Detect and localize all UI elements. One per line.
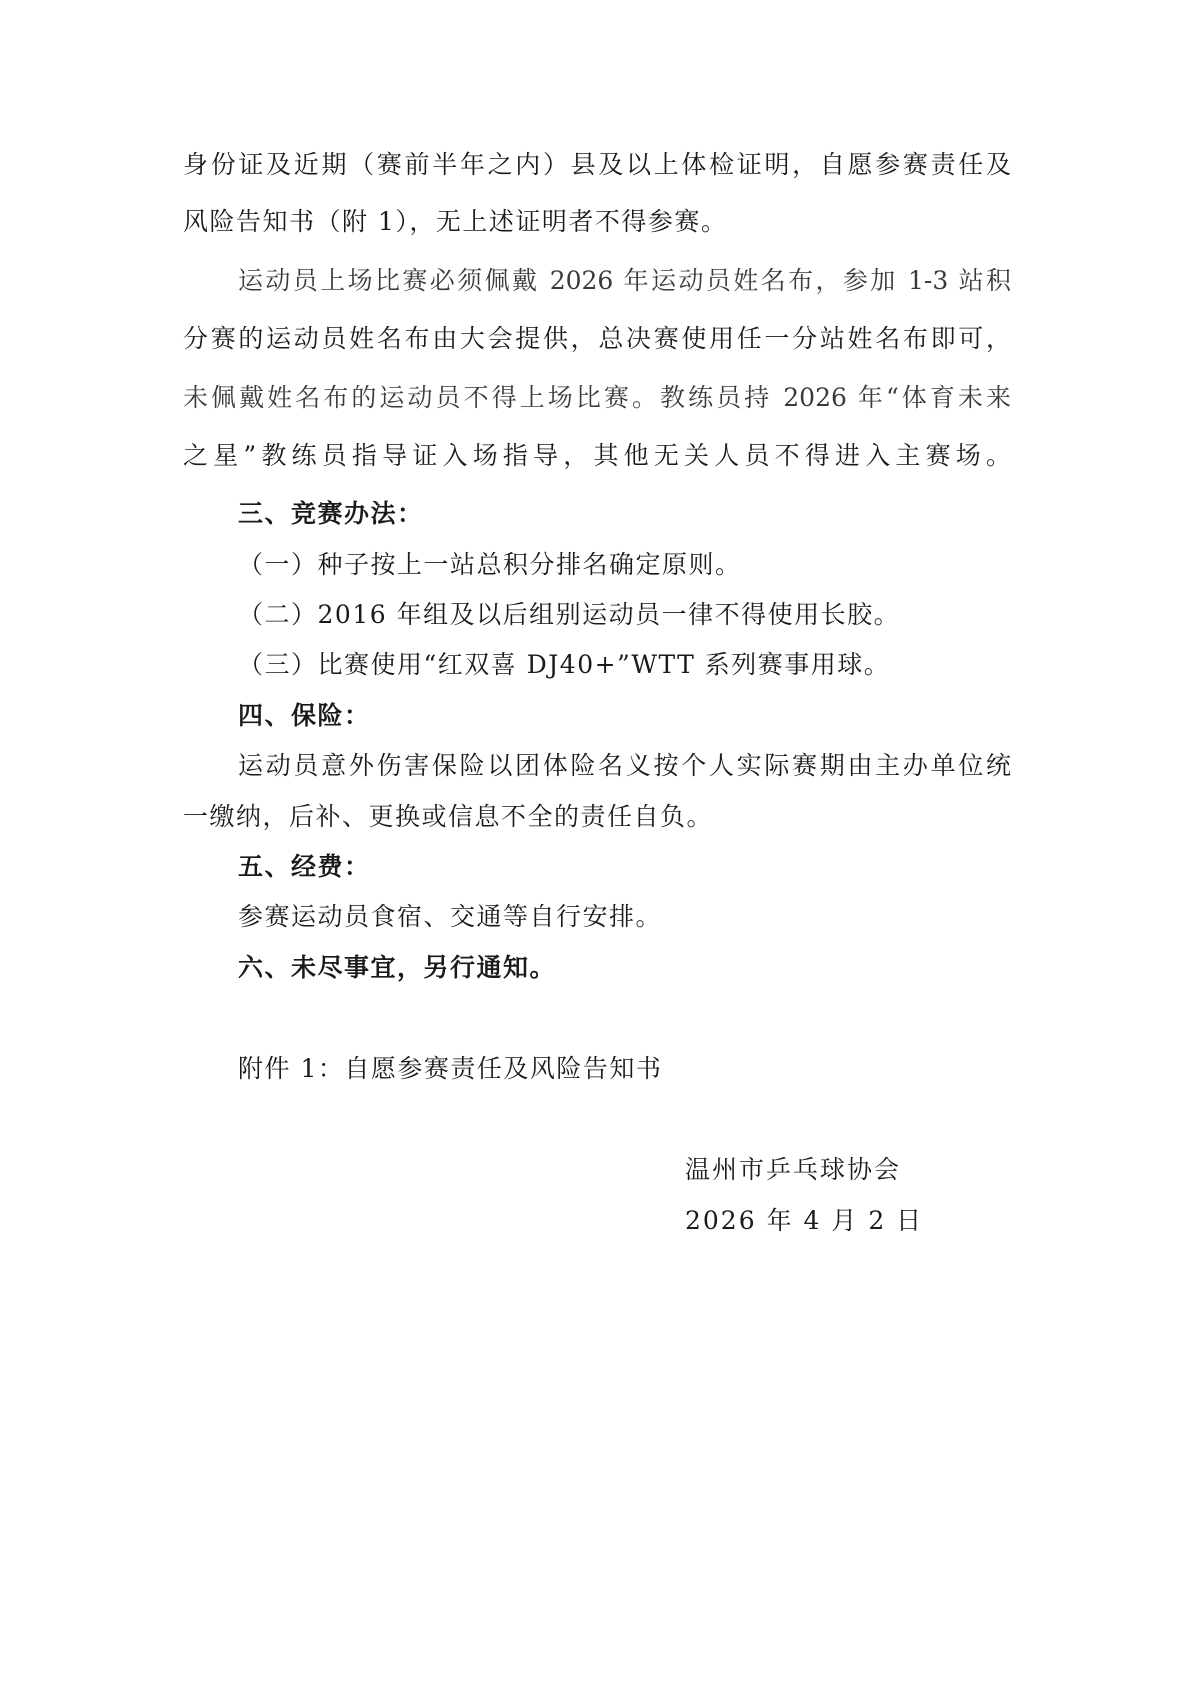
section-heading-competition: 三、竞赛办法： bbox=[238, 499, 424, 528]
signature-organization: 温州市乒乓球协会 bbox=[685, 1155, 902, 1184]
body-text-line: 身份证及近期（赛前半年之内）县及以上体检证明，自愿参赛责任及 bbox=[183, 150, 1011, 179]
attachment-note: 附件 1：自愿参赛责任及风险告知书 bbox=[238, 1054, 663, 1083]
competition-item: （一）种子按上一站总积分排名确定原则。 bbox=[238, 550, 742, 579]
body-text-line: 未佩戴姓名布的运动员不得上场比赛。教练员持 2026 年“体育未来 bbox=[183, 383, 1011, 412]
body-text-line: 运动员上场比赛必须佩戴 2026 年运动员姓名布，参加 1-3 站积 bbox=[238, 266, 1011, 295]
insurance-text-line: 一缴纳，后补、更换或信息不全的责任自负。 bbox=[183, 802, 714, 831]
section-heading-funding: 五、经费： bbox=[238, 852, 371, 881]
section-heading-insurance: 四、保险： bbox=[238, 701, 371, 730]
competition-item: （三）比赛使用“红双喜 DJ40+”WTT 系列赛事用球。 bbox=[238, 650, 891, 679]
body-text-line: 风险告知书（附 1），无上述证明者不得参赛。 bbox=[183, 207, 728, 236]
section-heading-misc: 六、未尽事宜，另行通知。 bbox=[238, 953, 557, 982]
funding-text: 参赛运动员食宿、交通等自行安排。 bbox=[238, 902, 663, 931]
body-text-line: 分赛的运动员姓名布由大会提供，总决赛使用任一分站姓名布即可， bbox=[183, 324, 1011, 353]
signature-date: 2026 年 4 月 2 日 bbox=[685, 1206, 924, 1235]
insurance-text-line: 运动员意外伤害保险以团体险名义按个人实际赛期由主办单位统 bbox=[238, 751, 1011, 780]
competition-item: （二）2016 年组及以后组别运动员一律不得使用长胶。 bbox=[238, 600, 901, 629]
body-text-line: 之星”教练员指导证入场指导，其他无关人员不得进入主赛场。 bbox=[183, 441, 1011, 470]
